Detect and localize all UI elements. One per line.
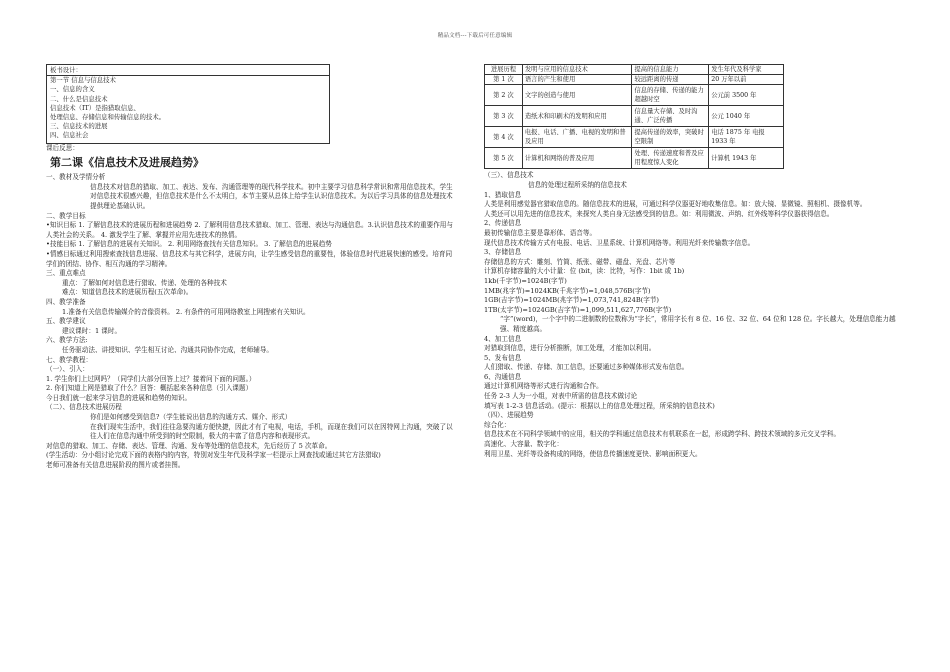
table-cell: 第 4 次	[485, 127, 523, 148]
text-line: 四、教学准备	[46, 297, 86, 306]
board-line: 信息技术（IT）是指猎取信息、	[50, 103, 140, 112]
text-line: 对猎取到信息，进行分析推断，加工处理，才能加以利用。	[484, 344, 656, 353]
text-line: 4、加工信息	[484, 334, 522, 343]
left-body	[46, 173, 456, 470]
table-cell: 计算机 1943 年	[709, 148, 784, 169]
lesson-title: 第二课《信息技术及进展趋势》	[50, 156, 204, 170]
text-line: 你们是如何感受到信息?（学生能说出信息的沟通方式、媒介、形式）	[90, 413, 292, 422]
text-line: 高速化、大容量、数字化：	[484, 440, 564, 449]
table-row	[485, 106, 784, 127]
text-line: 2、传递信息	[484, 219, 522, 228]
table-cell: 提高传递的效率，突破时空限制	[632, 127, 709, 148]
table-header-cell: 发明与应用的信息技术	[522, 65, 632, 75]
text-line: 任务 2-3 人为一小组，对表中所需的信息技术做讨论	[484, 392, 638, 401]
board-line: 第一节 信息与信息技术	[50, 76, 116, 85]
board-line: 四、信息社会	[50, 131, 89, 140]
board-design-box	[46, 64, 330, 144]
table-row	[485, 148, 784, 169]
text-line: 1GB(吉字节)=1024MB(兆字节)=1,073,741,824B(字节)	[484, 296, 660, 305]
table-cell: 较远距离的传递	[632, 75, 709, 85]
left-column	[46, 64, 456, 471]
table-cell: 公元 1040 年	[709, 106, 784, 127]
text-line: 三、重点难点	[46, 269, 86, 278]
text-line: (学生活动：分小组讨论完成下面的表格内的内容，特别对发生年代及科学家一栏提示上网查找或通过其它方法猎取)	[46, 451, 381, 460]
table-cell: 第 3 次	[485, 106, 523, 127]
table-cell: 语言的产生和使用	[522, 75, 632, 85]
text-line: •技能目标 1. 了解信息的进展有关知识。 2. 利用网络查找有关信息知识。 3. 了解信息的进展趋势	[46, 240, 332, 249]
text-line: 信息技术对信息的猎取、加工、表达、发布、沟通管理等的现代科学技术。初中主要学习信息科学常识和常用信息技术，学生对信息技术很感兴趣，但信息技术是什么不太明白，本节主要从总体上给学生认识信息技术。为以后学习具体的信息处理技术提供理论基础认识。	[90, 182, 453, 210]
text-line: 利用卫星、光纤等设备构成的网络，使信息传播速度更快、影响面积更大。	[484, 449, 702, 458]
text-line: 存储信息的方式：雕刻、竹简、纸张、磁带、磁盘、光盘、芯片等	[484, 257, 676, 266]
text-line: •情感目标通过利用搜索查找信息进展、信息技术与其它科学，进展方向，让学生感受信息的重要性，体验信息时代进展快速的感受。培育同学们的团结、协作、相互沟通的学习精神。	[46, 249, 453, 268]
text-line: （三）、信息技术	[484, 171, 534, 180]
table-row	[485, 75, 784, 85]
text-line: 1MB(兆字节)=1024KB(千兆字节)=1,048,576B(字节)	[484, 286, 651, 295]
text-line: 1TB(太字节)=1024GB(吉字节)=1,099,511,627,776B(字节)	[484, 305, 672, 314]
text-line: 二、教学目标	[46, 211, 86, 220]
table-header-row	[485, 65, 784, 75]
text-line: 人类还可以用先进的信息技术，来探究人类自身无法感受到的信息。如：利用微波、声纳、红外线等科学仪器获得信息。	[484, 209, 834, 218]
text-line: （一）、引入：	[46, 365, 89, 374]
text-line: 老师可准备有关信息进展阶段的图片或者挂图。	[46, 461, 185, 470]
text-line: 人类是利用感觉器官猎取信息的。随信息技术的进展，可通过科学仪器更好地收集信息。如：放大镜、显微镜、照相机、摄像机等。	[484, 200, 867, 209]
text-line: 2. 你们知道上网是猎取了什么？回答：概括起来各种信息（引入课题）	[46, 384, 253, 393]
text-line: 填写表 1-2-3 信息活动。(提示：根据以上的信息处理过程，所采纳的信息技术)	[484, 401, 715, 410]
board-line: 二、什么是信息技术	[50, 94, 108, 103]
text-line: 重点：了解如何对信息进行猎取、传递、处理的各种技术	[62, 278, 227, 287]
table-header-cell: 进展历程	[485, 65, 523, 75]
text-line: •知识目标 1. 了解信息技术的进展历程和进展趋势 2. 了解利用信息技术猎取、加工、管理、表达与沟通信息。3.认识信息技术的重要作用与人类社会的关系。 4. 激发学生了解、掌握并应用先进技术的热情。	[46, 221, 453, 239]
text-line: 5、发布信息	[484, 353, 522, 362]
text-line: 信息技术在不同科学领域中的应用，相关的学科通过信息技术有机联系在一起，形成跨学科、跨技术领域的多元交叉学科。	[484, 430, 841, 439]
history-table	[484, 64, 784, 169]
text-line: 今日我们就一起来学习信息的进展和趋势的知识。	[46, 393, 192, 402]
right-body	[484, 171, 904, 459]
text-line: 信息的处理过程所采纳的信息技术	[528, 181, 627, 189]
text-line: 难点：知道信息技术的进展历程(五次革命)。	[62, 288, 193, 297]
text-line: 1kb(千字节)=1024B(字节)	[484, 276, 567, 285]
table-cell: 电话 1875 年 电报 1933 年	[709, 127, 784, 148]
text-line: 1、猎取信息	[484, 190, 522, 199]
table-cell: 第 5 次	[485, 148, 523, 169]
text-line: 七、教学教程：	[46, 355, 93, 364]
text-line: 一、教材及学情分析	[46, 173, 106, 182]
table-cell: 计算机和网络的普及应用	[522, 148, 632, 169]
table-cell: 电报、电话、广播、电视的发明和普及应用	[522, 127, 632, 148]
text-line: “字”(word)，一个字中的二进制数的位数称为“字长”，常用字长有 8 位、16 位、32 位、64 位和 128 位。字长越大，处理信息能力越强、精度越高。	[500, 315, 896, 333]
text-line: （四）、进展趋势	[484, 411, 534, 420]
text-line: 计算机存储容量的大小计量：位 (bit，读：比特，写作：1bit 或 1b)	[484, 267, 685, 276]
text-line: 人们猎取、传递、存储、加工信息，还要通过多种媒体形式发布信息。	[484, 363, 689, 372]
table-cell: 信息量大存储、及时沟通、广泛传播	[632, 106, 709, 127]
table-cell: 公元前 3500 年	[709, 85, 784, 106]
table-cell: 处理、传递速度和普及应用程度惊人变化	[632, 148, 709, 169]
table-cell: 造纸术和印刷术的发明和应用	[522, 106, 632, 127]
text-line: 6、沟通信息	[484, 372, 522, 381]
text-line: 3、存储信息	[484, 248, 522, 257]
text-line: 六、教学方法:	[46, 336, 88, 345]
table-cell: 第 2 次	[485, 85, 523, 106]
board-line: 板书设计：	[50, 66, 82, 74]
table-cell: 文字的创造与使用	[522, 85, 632, 106]
table-header-cell: 提高的信息能力	[632, 65, 709, 75]
text-line: （二）、信息技术进展历程	[46, 403, 122, 412]
text-line: 综合化：	[484, 420, 511, 429]
text-line: 在我们现实生活中，我们往往急要沟通方便快捷，因此才有了电视，电话，手机，而现在我们可以在因特网上沟通，突破了以往人们在信息沟通中所受到的时空限制，极大的丰富了信息内容和表现形式。	[90, 422, 453, 441]
table-cell: 第 1 次	[485, 75, 523, 85]
board-line: 三、信息技术的进展	[50, 122, 108, 131]
page-header: 精品文档---下载后可任意编辑	[437, 33, 513, 39]
text-line: 五、教学建议	[46, 317, 86, 326]
table-cell: 信息的存储、传递的能力超越时空	[632, 85, 709, 106]
board-line: 一、信息的含义	[50, 85, 95, 94]
table-header-cell: 发生年代及科学家	[709, 65, 784, 75]
text-line: 最初传输信息主要是靠形体、语音等。	[484, 228, 597, 237]
text-line: 通过计算机网络等形式进行沟通和合作。	[484, 382, 603, 391]
text-line: 对信息的猎取、加工、存储、表达、管理、沟通、发布等处理的信息技术，先后经历了 5 次革命。	[46, 441, 332, 450]
text-line: 任务驱动法、讲授知识、学生相互讨论、沟通共同协作完成，老师辅导。	[62, 345, 273, 354]
reflection-label: 课后反思：	[46, 143, 79, 152]
right-column	[484, 64, 904, 459]
text-line: 1.准备有关信息传输媒介的音像资料。 2. 有条件的可用网络教室上网搜索有关知识。	[62, 307, 310, 316]
text-line: 建议课时：1 课时。	[62, 326, 122, 335]
table-cell: 20 万年以前	[709, 75, 784, 85]
board-line: 处理信息、存储信息和传输信息的技术。	[50, 113, 166, 122]
text-line: 现代信息技术传输方式有电报、电话、卫星系统、计算机网络等。利用光纤来传输数字信息。	[484, 238, 755, 247]
text-line: 1. 学生你们上过网吗？（同学们大部分回答上过？接着问下面的问题。）	[46, 374, 256, 383]
table-row	[485, 127, 784, 148]
table-row	[485, 85, 784, 106]
